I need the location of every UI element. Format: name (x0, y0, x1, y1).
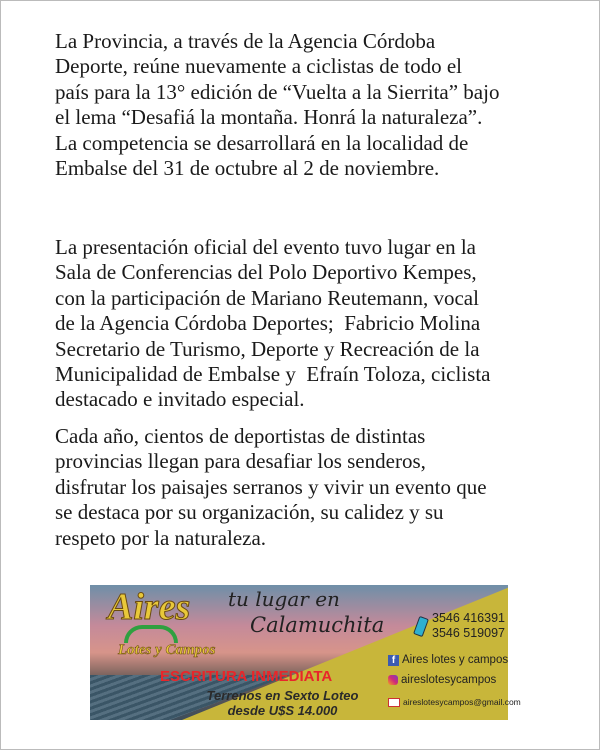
ad-instagram (388, 672, 496, 688)
instagram-icon (388, 675, 398, 685)
instagram-label: aireslotesycampos (401, 674, 497, 686)
text-line: de la Agencia Córdoba Deportes; Fabricio Molina (55, 311, 481, 336)
text-line: país para la 13° edición de “Vuelta a la Sierrita” bajo (55, 79, 500, 104)
text-line: respeto por la naturaleza. (55, 525, 267, 550)
ad-offer-line: Terrenos en Sexto Loteo (206, 688, 359, 703)
phone-number: 3546 519097 (432, 626, 505, 640)
text-line: Deporte, reúne nuevamente a ciclistas de todo el (55, 54, 462, 79)
text-line: Municipalidad de Embalse y Efraín Toloza, ciclista (55, 361, 491, 386)
text-line: destacado e invitado especial. (55, 387, 305, 412)
text-line: Secretario de Turismo, Deporte y Recreación de la (55, 336, 480, 361)
text-line: provincias llegan para desafiar los senderos, (55, 449, 426, 474)
ad-banner[interactable] (90, 585, 521, 720)
text-line: con la participación de Mariano Reutemann, vocal (55, 285, 479, 310)
text-line: disfrutar los paisajes serranos y vivir un evento que (55, 474, 487, 499)
phone-number: 3546 416391 (432, 611, 505, 625)
ad-slogan-2: Calamuchita (250, 613, 385, 637)
paragraph-3 (55, 424, 487, 551)
email-label: aireslotesycampos@gmail.com (403, 697, 521, 707)
text-line: Embalse del 31 de octubre al 2 de noviembre. (55, 155, 440, 180)
text-line: Cada año, cientos de deportistas de distintas (55, 424, 426, 448)
ad-phones (432, 611, 505, 641)
paragraph-1 (55, 29, 499, 181)
text-line: La Provincia, a través de la Agencia Córdoba (55, 29, 436, 53)
text-line: se destaca por su organización, su calidez y su (55, 500, 444, 525)
ad-logo-subtitle: Lotes y Campos (118, 642, 216, 658)
ad-email (388, 694, 521, 710)
ad-slogan-1: tu lugar en (228, 587, 340, 611)
mail-icon (388, 698, 400, 707)
ad-offer (185, 688, 380, 718)
text-line: Sala de Conferencias del Polo Deportivo Kempes, (55, 260, 477, 285)
text-line: La competencia se desarrollará en la localidad de (55, 130, 469, 155)
ad-offer-price: desde U$S 14.000 (227, 703, 338, 718)
text-line: el lema “Desafiá la montaña. Honrá la naturaleza”. (55, 105, 483, 130)
ad-logo: Aires (108, 586, 191, 628)
ad-facebook (388, 652, 508, 668)
facebook-icon: f (388, 655, 399, 666)
paragraph-2 (55, 235, 491, 413)
text-line: La presentación oficial del evento tuvo lugar en la (55, 235, 476, 259)
ad-headline: ESCRITURA INMEDIATA (160, 668, 333, 685)
facebook-label: Aires lotes y campos (402, 654, 509, 666)
